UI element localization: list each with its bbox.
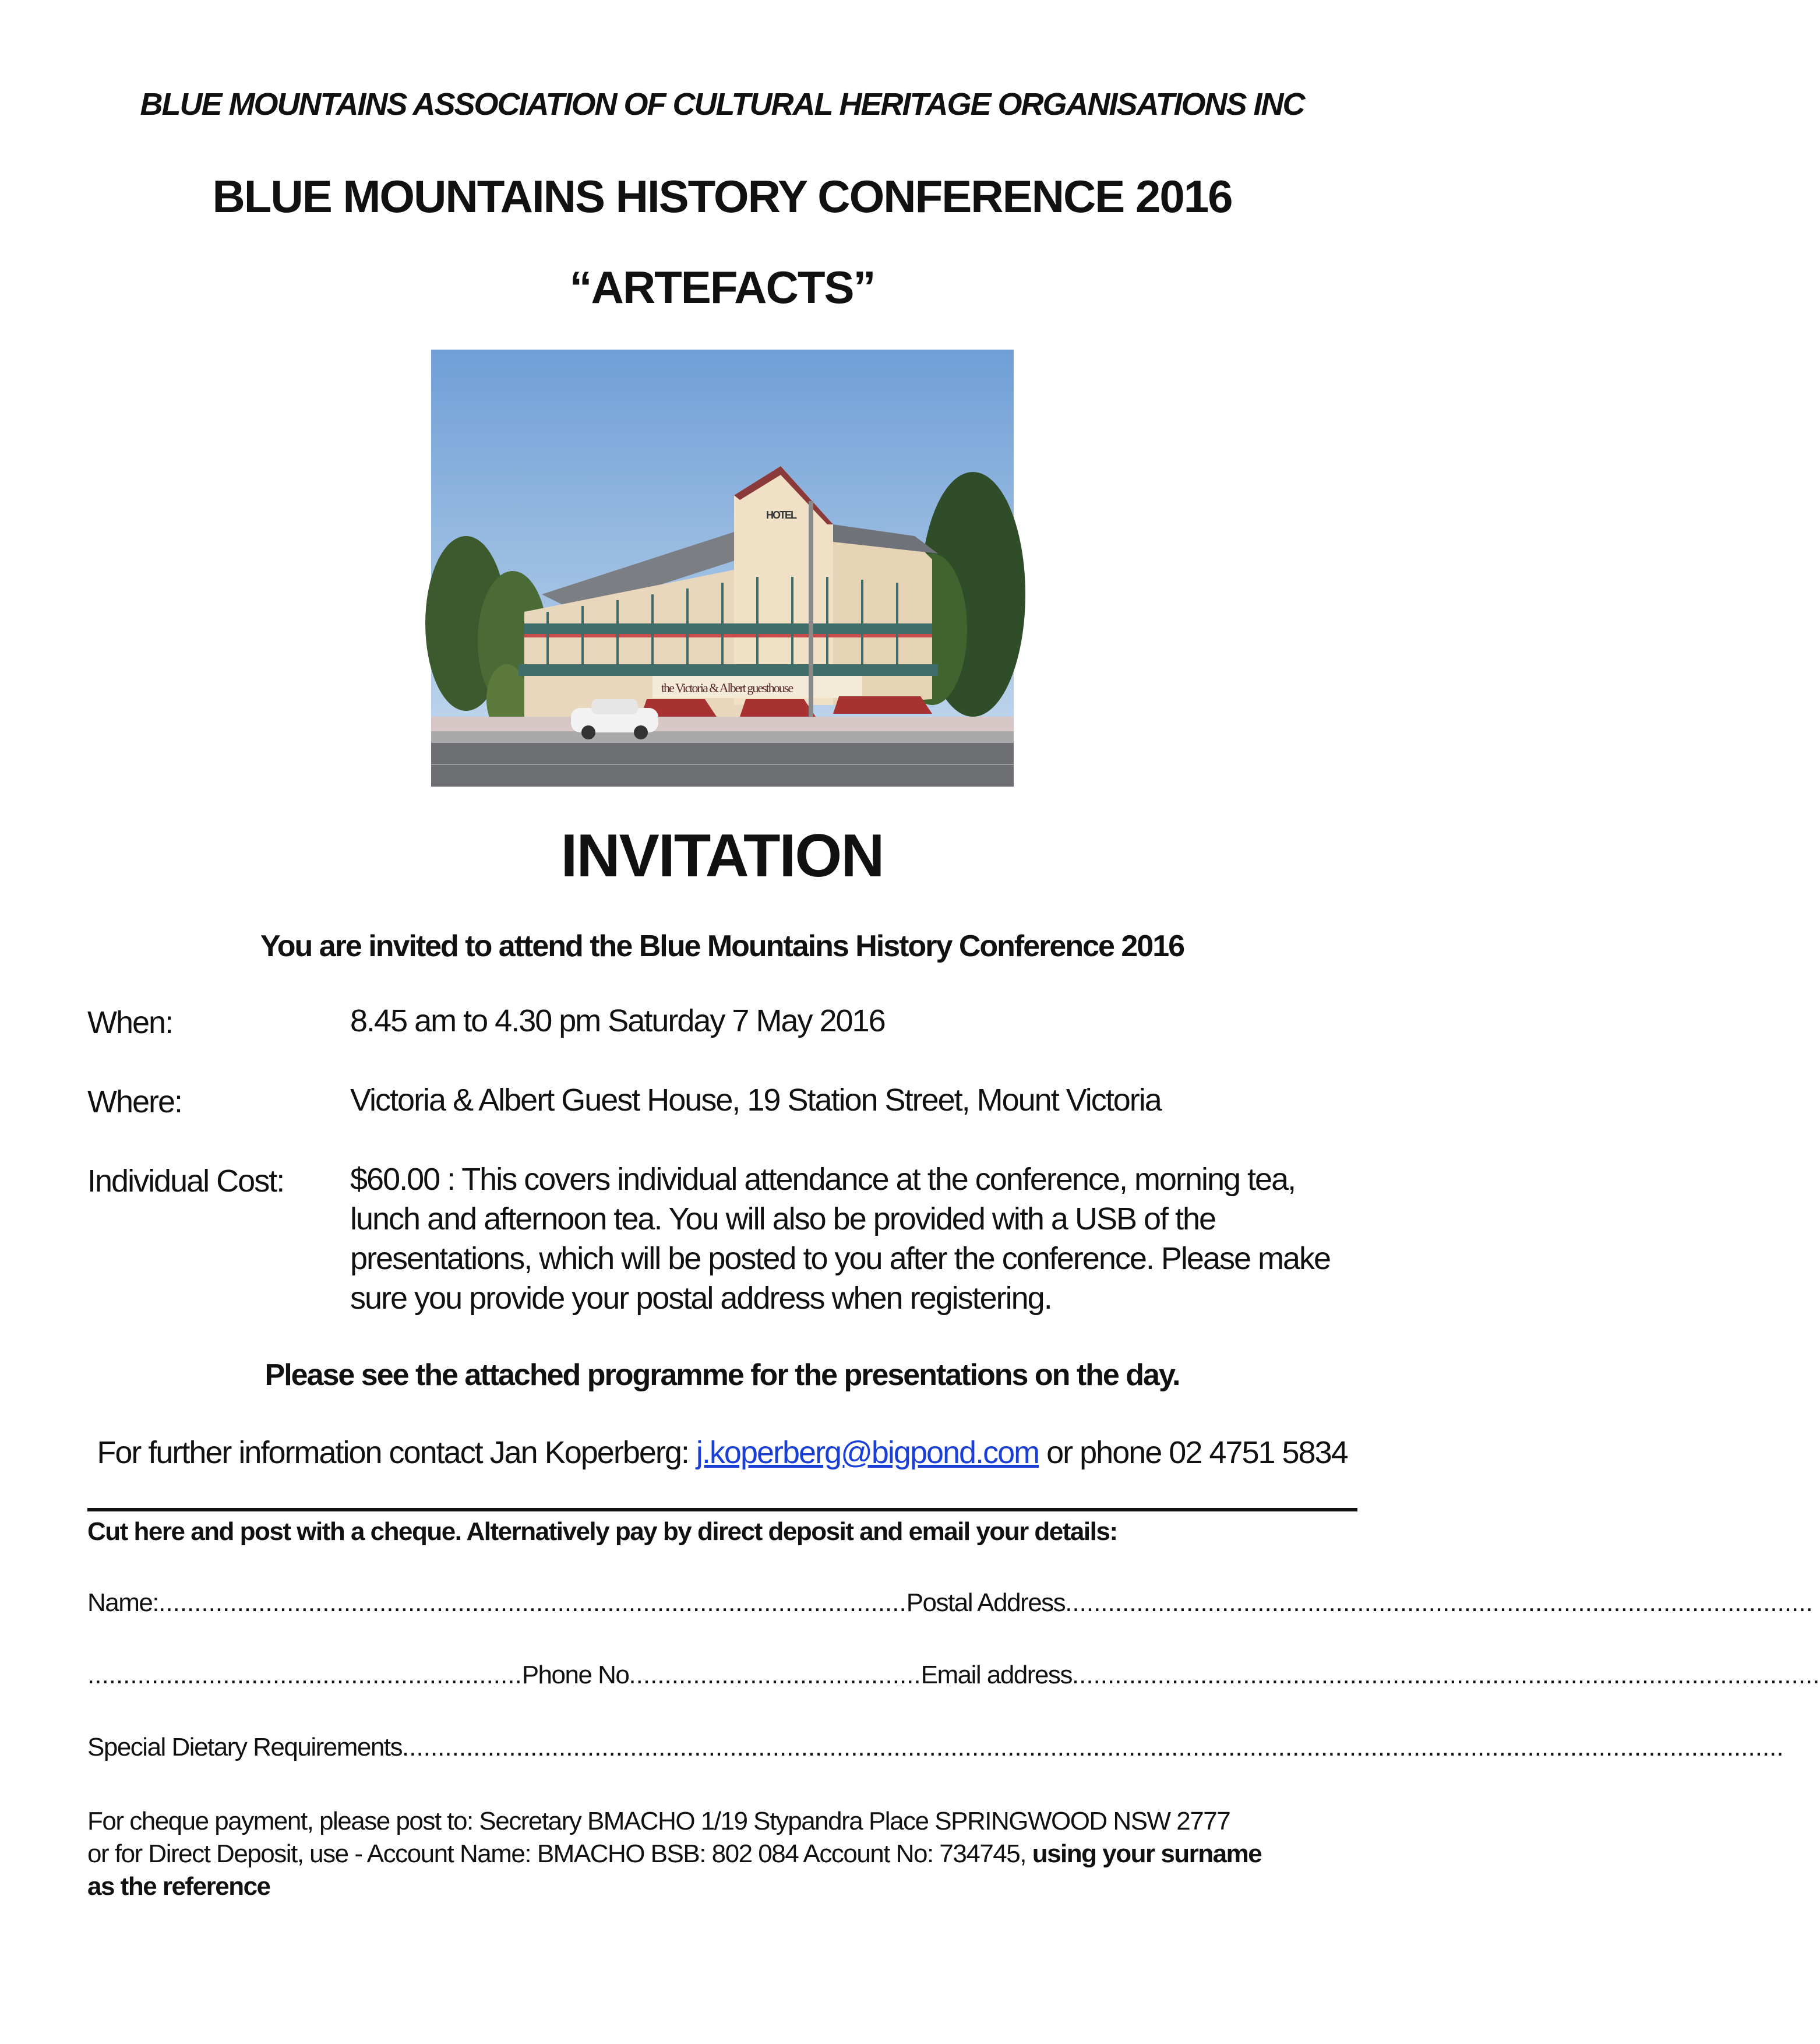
cost-label: Individual Cost: — [87, 1164, 284, 1199]
email-label: Email address — [920, 1661, 1072, 1689]
where-value: Victoria & Albert Guest House, 19 Station Street, Mount Victoria — [350, 1083, 1161, 1118]
name-field-line[interactable]: ......................................................................................................... — [158, 1588, 907, 1617]
postal-address-continued-line[interactable]: ............................................................. — [87, 1661, 522, 1689]
organisation-name: BLUE MOUNTAINS ASSOCIATION OF CULTURAL HERITAGE ORGANISATIONS INC — [140, 87, 1304, 122]
postal-address-field-line[interactable]: ......................................................................................................... — [1065, 1588, 1813, 1617]
guesthouse-photo — [431, 350, 1014, 787]
contact-info — [0, 1435, 1444, 1471]
conference-theme: “ARTEFACTS” — [569, 262, 875, 313]
phone-label: Phone No — [521, 1661, 629, 1689]
invitation-heading: INVITATION — [560, 822, 884, 890]
reference-instructions: as the reference — [87, 1872, 270, 1901]
conference-title: BLUE MOUNTAINS HISTORY CONFERENCE 2016 — [212, 171, 1232, 222]
contact-email-link[interactable]: j.koperberg@bigpond.com — [696, 1435, 1039, 1470]
contact-prefix: For further information contact Jan Koperberg: — [97, 1435, 689, 1470]
programme-note: Please see the attached programme for the presentations on the day. — [264, 1358, 1180, 1392]
dietary-label: Special Dietary Requirements — [87, 1733, 403, 1761]
postal-address-label: Postal Address — [906, 1588, 1066, 1617]
where-label: Where: — [87, 1084, 182, 1119]
form-row-contact — [87, 1661, 1820, 1690]
when-value: 8.45 am to 4.30 pm Saturday 7 May 2016 — [350, 1003, 885, 1038]
form-row-name — [87, 1588, 1813, 1617]
photo-guesthouse-sign: the Victoria & Albert guesthouse — [661, 681, 793, 695]
payment-instructions — [87, 1805, 1369, 1903]
phone-field-line[interactable]: ......................................... — [629, 1661, 921, 1689]
contact-suffix: or phone 02 4751 5834 — [1046, 1435, 1348, 1470]
cheque-instructions: For cheque payment, please post to: Secretary BMACHO 1/19 Stypandra Place SPRINGWOOD NSW 2777 — [87, 1807, 1230, 1835]
photo-hotel-sign: HOTEL — [766, 509, 796, 521]
dietary-field-line[interactable]: .................................................................................................................................................................................................. — [402, 1733, 1784, 1761]
when-label: When: — [87, 1005, 173, 1040]
invitation-intro: You are invited to attend the Blue Mountains History Conference 2016 — [260, 929, 1184, 963]
email-field-line[interactable]: ......................................................................................................... — [1071, 1661, 1820, 1689]
cost-value: $60.00 : This covers individual attendance at the conference, morning tea, lunch and afternoon tea. You will also be provided with a USB of the presentations, which will be posted to you after the conference. Please make sure you provide your postal address when registering. — [350, 1162, 1331, 1316]
form-row-dietary — [87, 1733, 1784, 1762]
deposit-instructions: or for Direct Deposit, use - Account Name: BMACHO BSB: 802 084 Account No: 734745, using your surname — [87, 1839, 1262, 1868]
cut-instruction: Cut here and post with a cheque. Alternatively pay by direct deposit and email your details: — [87, 1517, 1117, 1546]
cut-line-divider — [87, 1508, 1357, 1511]
name-label: Name: — [87, 1588, 159, 1617]
